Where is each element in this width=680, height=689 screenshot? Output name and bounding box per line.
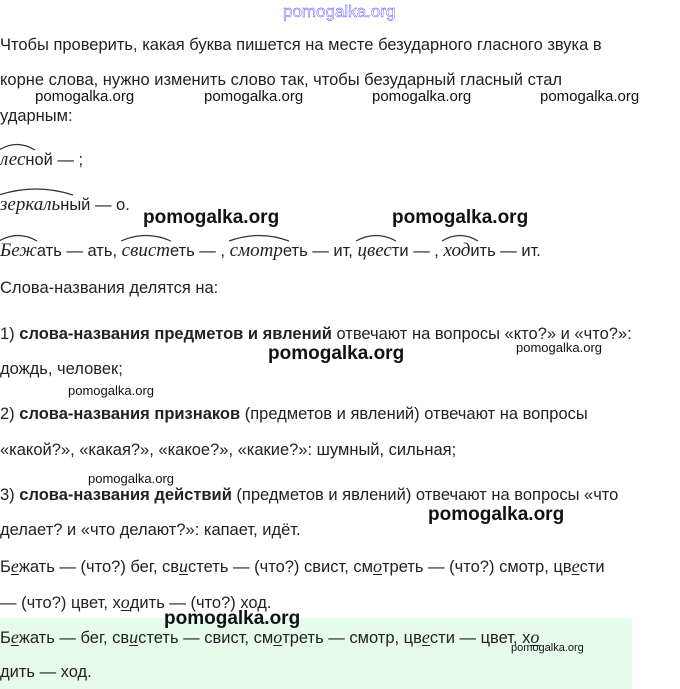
watermark: pomogalka.org: [268, 343, 405, 364]
item-3-line-2: делает? и «что делают?»: капает, идёт.: [0, 521, 301, 539]
check-line-2: — (что?) цвет, ходить — (что?) ход.: [0, 592, 272, 612]
example-2-rest: ный — о.: [60, 196, 130, 214]
item-1: 1) слова-названия предметов и явлений отвечают на вопросы «кто?» и «что?»:: [0, 325, 632, 343]
watermark: pomogalka.org: [511, 642, 584, 654]
watermark: pomogalka.org: [204, 88, 304, 105]
root-tsves: цвес: [357, 241, 391, 261]
root-les: лес: [0, 150, 25, 170]
watermark-top: pomogalka.org: [283, 2, 396, 21]
answer-line-2: дить — ход.: [0, 663, 92, 681]
item-2: 2) слова-названия признаков (предметов и явлений) отвечают на вопросы: [0, 405, 588, 423]
root-arc-icon: [354, 232, 398, 242]
example-1: [0, 150, 83, 170]
root-arc-icon: [119, 232, 173, 242]
intro-line-3: ударным:: [0, 107, 73, 125]
root-arc-icon: [0, 186, 75, 196]
root-arc-icon: [0, 141, 37, 151]
root-khod: ход: [443, 241, 470, 261]
classes-intro: Слова-названия делятся на:: [0, 279, 219, 297]
watermark: pomogalka.org: [372, 88, 472, 105]
root-svist: свист: [122, 241, 170, 261]
example-1-rest: ной — ;: [25, 151, 84, 169]
watermark: pomogalka.org: [540, 88, 640, 105]
watermark: pomogalka.org: [428, 504, 565, 525]
root-arc-icon: [440, 232, 480, 242]
item-1-line-2: дождь, человек;: [0, 360, 123, 378]
watermark: pomogalka.org: [143, 207, 280, 228]
intro-line-1: Чтобы проверить, какая буква пишется на месте безударного гласного звука в: [0, 36, 602, 54]
intro-line-2: корне слова, нужно изменить слово так, чтобы безударный гласный стал: [0, 71, 562, 89]
root-arc-icon: [0, 232, 39, 242]
watermark: pomogalka.org: [88, 471, 174, 486]
watermark: pomogalka.org: [164, 608, 301, 629]
item-3: 3) слова-названия действий (предметов и явлений) отвечают на вопросы «что: [0, 486, 619, 504]
root-zerkal: зеркаль: [0, 195, 60, 215]
root-smotr: смотр: [230, 241, 283, 261]
item-2-line-2: «какой?», «какая?», «какое?», «какие?»: шумный, сильная;: [0, 441, 457, 459]
watermark: pomogalka.org: [516, 340, 602, 355]
example-3: Бежать — ать, свистеть — , смотреть — ит, цвести — , ходить — ит.: [0, 241, 541, 261]
watermark: pomogalka.org: [392, 207, 529, 228]
root-arc-icon: [227, 232, 291, 242]
watermark: pomogalka.org: [68, 383, 154, 398]
root-bezh: Беж: [0, 241, 37, 261]
answer-line-1: Бежать — бег, свистеть — свист, смотреть — смотр, цвести — цвет, хо: [0, 627, 540, 647]
check-line-1: Бежать — (что?) бег, свистеть — (что?) свист, смотреть — (что?) смотр, цвести: [0, 556, 605, 576]
watermark: pomogalka.org: [35, 88, 135, 105]
example-2: [0, 195, 130, 215]
